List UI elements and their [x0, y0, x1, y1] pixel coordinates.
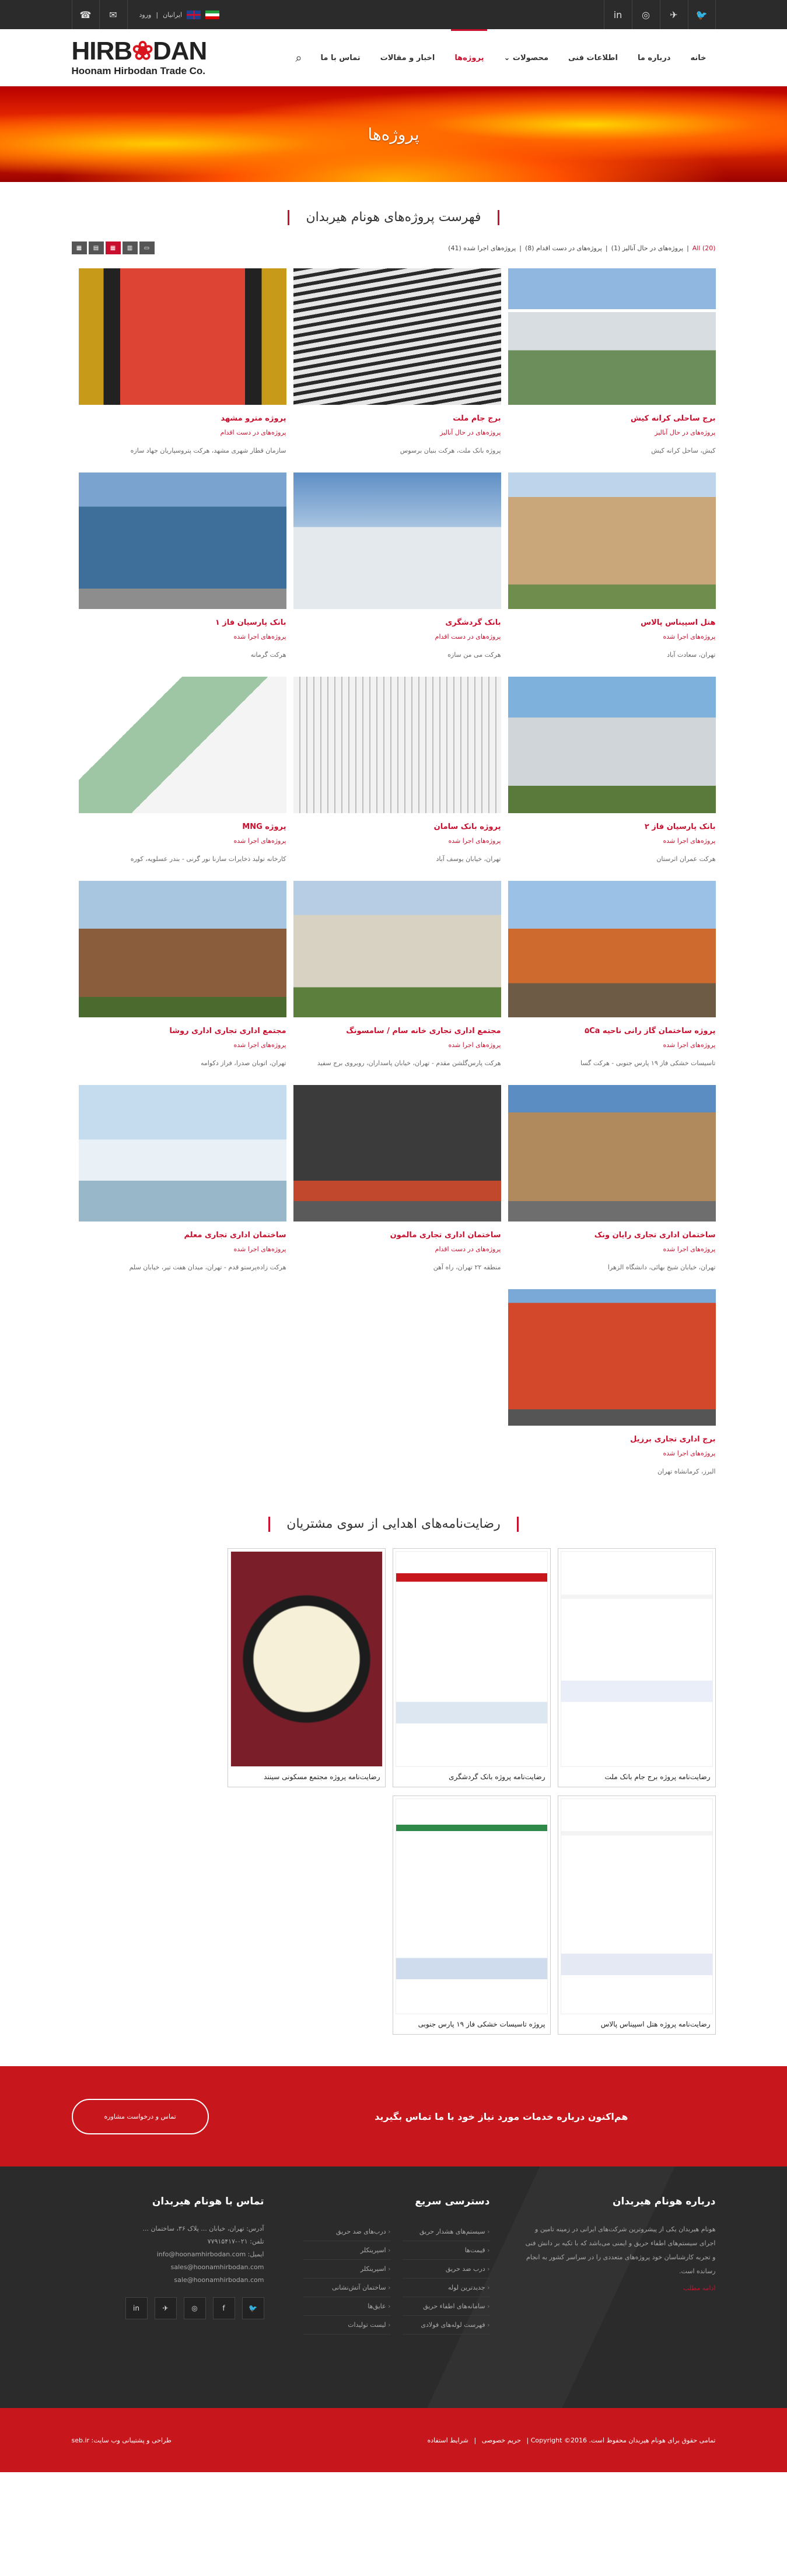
- project-card[interactable]: [508, 881, 716, 1069]
- flag-ir-icon[interactable]: [205, 10, 219, 19]
- footer-about: [523, 2196, 716, 2334]
- masonry-view-icon[interactable]: ▥: [123, 242, 138, 254]
- contact-line: تلفن: ۰۲۱-۷۷۹۱۵۴۱۷: [207, 2238, 264, 2245]
- project-title[interactable]: برج جام ملت: [453, 414, 501, 423]
- project-photo[interactable]: [508, 268, 716, 405]
- contact-line: sales@hoonamhirbodan.com: [170, 2263, 264, 2271]
- contact-line: sale@hoonamhirbodan.com: [174, 2276, 264, 2284]
- project-desc: البرز، کرمانشاه تهران: [657, 1468, 716, 1475]
- privacy-link[interactable]: حریم خصوصی: [481, 2436, 521, 2444]
- cert-caption: رضایت‌نامه پروژه هتل اسپیناس پالاس: [600, 2020, 711, 2028]
- quick-link[interactable]: ‹ عایق‌ها: [303, 2297, 391, 2316]
- project-photo[interactable]: [508, 677, 716, 813]
- project-desc: هرکت پارس‌گلشن مقدم - تهران، خیابان پاسداران، روبروی برج سفید: [317, 1059, 501, 1067]
- linkedin-icon[interactable]: in: [125, 2297, 148, 2319]
- cert-image[interactable]: [230, 1551, 383, 1767]
- project-status[interactable]: پروژه‌های اجرا شده: [233, 1041, 286, 1049]
- project-status[interactable]: پروژه‌های اجرا شده: [663, 837, 716, 845]
- project-card[interactable]: [508, 677, 716, 864]
- project-title[interactable]: برج اداری تجاری برزیل: [630, 1435, 716, 1444]
- project-card[interactable]: [508, 268, 716, 456]
- project-desc: منطقه ۲۲ تهران، راه آهن: [433, 1264, 501, 1271]
- project-desc: تهران، سعادت آباد: [667, 651, 716, 659]
- project-status[interactable]: پروژه‌های اجرا شده: [663, 1450, 716, 1457]
- project-card[interactable]: [508, 473, 716, 660]
- project-title[interactable]: برج ساحلی کرانه کیش: [630, 414, 716, 423]
- contact-line: آدرس: تهران، خیابان ... پلاک ۳۶، ساختمان ...: [142, 2225, 264, 2232]
- project-desc: تهران، اتوبان صدرا، فراز دکوامه: [200, 1059, 286, 1067]
- cta-button[interactable]: تماس و درخواست مشاوره: [72, 2099, 209, 2134]
- header: [0, 29, 787, 86]
- footer-about-title: درباره هونام هیربدان: [613, 2196, 716, 2207]
- project-status[interactable]: پروژه‌های اجرا شده: [663, 1245, 716, 1253]
- filter-done[interactable]: پروژه‌های اجرا شده (41): [448, 244, 516, 252]
- project-status[interactable]: پروژه‌های در دست اقدام: [435, 1245, 501, 1253]
- project-filters: All (20) | پروژه‌های در حال آنالیز (1) | پروژه‌های در دست اقدام (8) | پروژه‌های اجرا شده (41): [448, 244, 716, 252]
- cert-card[interactable]: [228, 1548, 386, 1787]
- project-photo[interactable]: [293, 268, 501, 405]
- quick-link[interactable]: ‹ اسپرینکلر: [303, 2241, 391, 2260]
- project-card[interactable]: [293, 473, 501, 660]
- project-card[interactable]: [508, 1289, 716, 1477]
- project-card[interactable]: [79, 1085, 286, 1273]
- cert-caption: رضایت‌نامه پروژه برج جام بانک ملت: [604, 1773, 711, 1781]
- mail-icon[interactable]: ✉: [100, 0, 128, 29]
- quick-links-col2: [303, 2222, 391, 2334]
- topbar: [0, 0, 787, 29]
- flag-en-icon[interactable]: [187, 10, 201, 19]
- design-credit[interactable]: طراحی و پشتیبانی وب سایت: seb.ir: [71, 2436, 172, 2444]
- project-card[interactable]: [293, 268, 501, 456]
- quick-link[interactable]: ‹ درب‌های ضد حریق: [303, 2222, 391, 2241]
- filter-bar: [72, 242, 716, 254]
- project-photo[interactable]: [79, 881, 286, 1017]
- twitter-icon[interactable]: 🐦: [688, 0, 716, 29]
- footer-contact: [72, 2196, 264, 2334]
- project-desc: سازمان قطار شهری مشهد، هرکت پتروسپاریان جهاد سازه: [130, 447, 286, 454]
- cert-card[interactable]: [393, 1548, 551, 1787]
- project-photo[interactable]: [79, 268, 286, 405]
- nav-about[interactable]: درباره ما: [637, 53, 671, 62]
- project-photo[interactable]: [293, 1085, 501, 1222]
- nav-projects[interactable]: پروژه‌ها: [445, 29, 493, 86]
- project-status[interactable]: پروژه‌های اجرا شده: [663, 1041, 716, 1049]
- project-card[interactable]: [293, 677, 501, 864]
- list-view-icon[interactable]: ▤: [89, 242, 104, 254]
- projects-grid: [72, 268, 716, 1493]
- terms-link[interactable]: شرایط استفاده: [427, 2436, 468, 2444]
- logo-subtitle: Hoonam Hirbodan Trade Co.: [71, 65, 206, 76]
- certs-grid: [72, 1548, 716, 2043]
- project-photo[interactable]: [508, 1085, 716, 1222]
- phone-icon[interactable]: ☎: [72, 0, 100, 29]
- project-desc: پروژه بانک ملت، هرکت بنیان برسوس: [400, 447, 501, 454]
- cert-caption: رضایت‌نامه پروژه مجتمع مسکونی سینند: [264, 1773, 380, 1781]
- project-desc: کارخانه تولید ذخایرات سازنا نور گرنی - بندر عسلویه، کوره: [130, 855, 286, 863]
- project-card[interactable]: [293, 1085, 501, 1273]
- telegram-icon[interactable]: ✈: [155, 2297, 177, 2319]
- main-nav: [287, 29, 715, 86]
- nav-products-label: محصولات: [512, 53, 549, 62]
- project-desc: تاسیسات خشکی فاز ۱۹ پارس جنوبی - هرکت گسا: [580, 1059, 716, 1067]
- contact-line: ایمیل: info@hoonamhirbodan.com: [156, 2250, 264, 2258]
- cert-card[interactable]: [393, 1796, 551, 2035]
- filter-analysis[interactable]: پروژه‌های در حال آنالیز (1): [611, 244, 684, 252]
- topbar-socials: [604, 0, 716, 29]
- facebook-icon[interactable]: f: [213, 2297, 235, 2319]
- footer-about-more[interactable]: ادامه مطلب: [683, 2284, 716, 2292]
- filter-all[interactable]: All (20): [692, 244, 716, 252]
- project-status[interactable]: پروژه‌های در دست اقدام: [435, 633, 501, 640]
- page-title: پروژه‌ها: [368, 124, 419, 144]
- projects-section-title: فهرست پروژه‌های هونام هیربدان: [72, 210, 716, 225]
- project-card[interactable]: [293, 881, 501, 1069]
- quick-link[interactable]: ‹ جدید‌ترین لوله: [403, 2278, 490, 2297]
- flame-icon: ❀: [132, 37, 153, 65]
- bottom-bar: [0, 2408, 787, 2472]
- footer-quick-title: دسترسی سریع: [415, 2196, 490, 2207]
- logo[interactable]: [72, 38, 207, 77]
- project-desc: هرکت زاده‌پرستو قدم - تهران، میدان هفت تیر، خیابان سلم: [129, 1264, 286, 1271]
- quick-link[interactable]: ‹ اسپرینکلر: [303, 2260, 391, 2278]
- project-title[interactable]: پروژه مترو مشهد: [221, 414, 286, 423]
- cert-caption: پروژه تاسیسات خشکی فاز ۱۹ پارس جنوبی: [418, 2020, 545, 2028]
- project-title[interactable]: ساختمان اداری تجاری رایان ونک: [594, 1231, 716, 1240]
- quick-link[interactable]: ‹ فهرست لوله‌های فولادی: [403, 2316, 490, 2334]
- project-card[interactable]: [508, 1085, 716, 1273]
- project-status[interactable]: پروژه‌های اجرا شده: [233, 633, 286, 640]
- project-status[interactable]: پروژه‌های در حال آنالیز: [440, 429, 501, 436]
- project-title[interactable]: هتل اسپیناس پالاس: [641, 618, 716, 627]
- project-title[interactable]: بانک پارسیان فاز ۱: [215, 618, 286, 627]
- cert-card[interactable]: [558, 1548, 716, 1787]
- project-status[interactable]: پروژه‌های اجرا شده: [233, 1245, 286, 1253]
- copyright: تمامی حقوق برای هونام هیربدان محفوظ است. Copyright ©2016: [530, 2436, 716, 2444]
- project-photo[interactable]: [293, 473, 501, 609]
- project-card[interactable]: [79, 677, 286, 864]
- login-link[interactable]: ورود: [139, 10, 152, 19]
- twitter-icon[interactable]: 🐦: [242, 2297, 264, 2319]
- project-title[interactable]: پروژه بانک سامان: [433, 822, 501, 831]
- project-title[interactable]: ساختمان اداری تجاری مالمون: [390, 1231, 501, 1240]
- cert-image[interactable]: [561, 1798, 713, 2014]
- project-title[interactable]: ساختمان اداری تجاری معلم: [184, 1231, 286, 1240]
- project-status[interactable]: پروژه‌های اجرا شده: [448, 837, 501, 845]
- nav-home[interactable]: خانه: [690, 53, 706, 62]
- quick-link[interactable]: ‹ ساختمان آتش‌نشانی: [303, 2278, 391, 2297]
- project-status[interactable]: پروژه‌های در دست اقدام: [220, 429, 286, 436]
- compact-view-icon[interactable]: ▭: [139, 242, 155, 254]
- project-photo[interactable]: [508, 473, 716, 609]
- search-icon[interactable]: ⌕: [295, 51, 302, 65]
- project-status[interactable]: پروژه‌های اجرا شده: [448, 1041, 501, 1049]
- logo-wordmark: HIRB❀DAN: [71, 37, 207, 65]
- project-desc: تهران، خیابان شیخ بهائی، دانشگاه الزهرا: [607, 1264, 716, 1271]
- project-desc: کیش، ساحل کرانه کیش: [651, 447, 716, 454]
- project-card[interactable]: [79, 881, 286, 1069]
- project-photo[interactable]: [508, 881, 716, 1017]
- quick-link[interactable]: ‹ درب ضد حریق: [403, 2260, 490, 2278]
- cta-band: [0, 2066, 787, 2166]
- topbar-left: ☎ ✉ ورود | ایرانیان: [72, 0, 220, 29]
- project-title[interactable]: بانک پارسیان فاز ۲: [644, 822, 716, 831]
- certs-section-title: رضایت‌نامه‌های اهدایی از سوی مشتریان: [72, 1517, 716, 1532]
- telegram-icon[interactable]: ✈: [660, 0, 688, 29]
- project-desc: هرکت گرمانه: [250, 651, 286, 659]
- project-status[interactable]: پروژه‌های در حال آنالیز: [655, 429, 716, 436]
- project-photo[interactable]: [293, 677, 501, 813]
- cert-caption: رضایت‌نامه پروژه بانک گردشگری: [449, 1773, 545, 1781]
- grid3-view-icon[interactable]: ▦: [106, 242, 121, 254]
- quick-link[interactable]: ‹ لیست تولیدات: [303, 2316, 391, 2334]
- project-photo[interactable]: [79, 1085, 286, 1222]
- project-status[interactable]: پروژه‌های اجرا شده: [663, 633, 716, 640]
- project-title[interactable]: مجتمع اداری تجاری خانه سام / سامسونگ: [346, 1027, 501, 1035]
- project-title[interactable]: بانک گردشگری: [445, 618, 501, 627]
- chevron-down-icon: ⌄: [503, 53, 510, 62]
- filter-in-progress[interactable]: پروژه‌های در دست اقدام (8): [524, 244, 602, 252]
- project-photo[interactable]: [293, 881, 501, 1017]
- cert-image[interactable]: [396, 1798, 548, 2014]
- register-link[interactable]: ایرانیان: [163, 10, 183, 19]
- quick-link[interactable]: ‹ قیمت‌ها: [403, 2241, 490, 2260]
- grid-view-icon[interactable]: ▦: [72, 242, 87, 254]
- project-desc: هرکت می من سازه: [447, 651, 501, 659]
- project-title[interactable]: پروژه MNG: [242, 822, 286, 831]
- cert-image[interactable]: [561, 1551, 713, 1767]
- linkedin-icon[interactable]: in: [604, 0, 632, 29]
- cert-card[interactable]: [558, 1796, 716, 2035]
- footer-about-text: هونام هیربدان یکی از پیشروترین شرکت‌های ایرانی در زمینه تامین و اجرای سیستم‌های اطفاء حریق و ایمنی می‌باشد که با تکیه بر دانش فنی و تجربه کارشناسان خود پروژه‌های متعددی را در سراسر کشور به انجام رسانده است.: [525, 2225, 716, 2275]
- cert-image[interactable]: [396, 1551, 548, 1767]
- project-status[interactable]: پروژه‌های اجرا شده: [233, 837, 286, 845]
- footer-quick: [298, 2196, 490, 2334]
- instagram-icon[interactable]: ◎: [632, 0, 660, 29]
- project-desc: تهران، خیابان یوسف آباد: [436, 855, 501, 863]
- hero-banner: [0, 86, 787, 182]
- project-photo[interactable]: [79, 473, 286, 609]
- bottom-legal: تمامی حقوق برای هونام هیربدان محفوظ است. Copyright ©2016 | حریم خصوصی | شرایط استفاده: [427, 2436, 716, 2444]
- project-title[interactable]: مجتمع اداری تجاری اداری روشا: [169, 1027, 286, 1035]
- quick-links-col1: [403, 2222, 490, 2334]
- instagram-icon[interactable]: ◎: [184, 2297, 206, 2319]
- project-photo[interactable]: [79, 677, 286, 813]
- nav-news[interactable]: اخبار و مقالات: [380, 53, 435, 62]
- nav-contact[interactable]: تماس با ما: [320, 53, 361, 62]
- project-title[interactable]: پروژه ساختمان گاز رانی ناحیه ۵Ca: [585, 1027, 716, 1035]
- footer-socials: [72, 2297, 264, 2319]
- footer: [0, 2166, 787, 2408]
- project-card[interactable]: [79, 473, 286, 660]
- project-card[interactable]: [79, 268, 286, 456]
- footer-contact-title: تماس با هونام هیربدان: [152, 2196, 264, 2207]
- project-desc: هرکت عمران اثرستان: [656, 855, 716, 863]
- quick-link[interactable]: ‹ سامانه‌های اطفاء حریق: [403, 2297, 490, 2316]
- nav-technical[interactable]: اطلاعات فنی: [568, 53, 618, 62]
- quick-link[interactable]: ‹ سیستم‌های هشدار حریق: [403, 2222, 490, 2241]
- project-photo[interactable]: [508, 1289, 716, 1426]
- cta-text: هم‌اکنون درباره خدمات مورد نیاز خود با ما تماس بگیرید: [375, 2110, 628, 2122]
- view-toggles: [72, 242, 155, 254]
- nav-products[interactable]: [494, 29, 558, 86]
